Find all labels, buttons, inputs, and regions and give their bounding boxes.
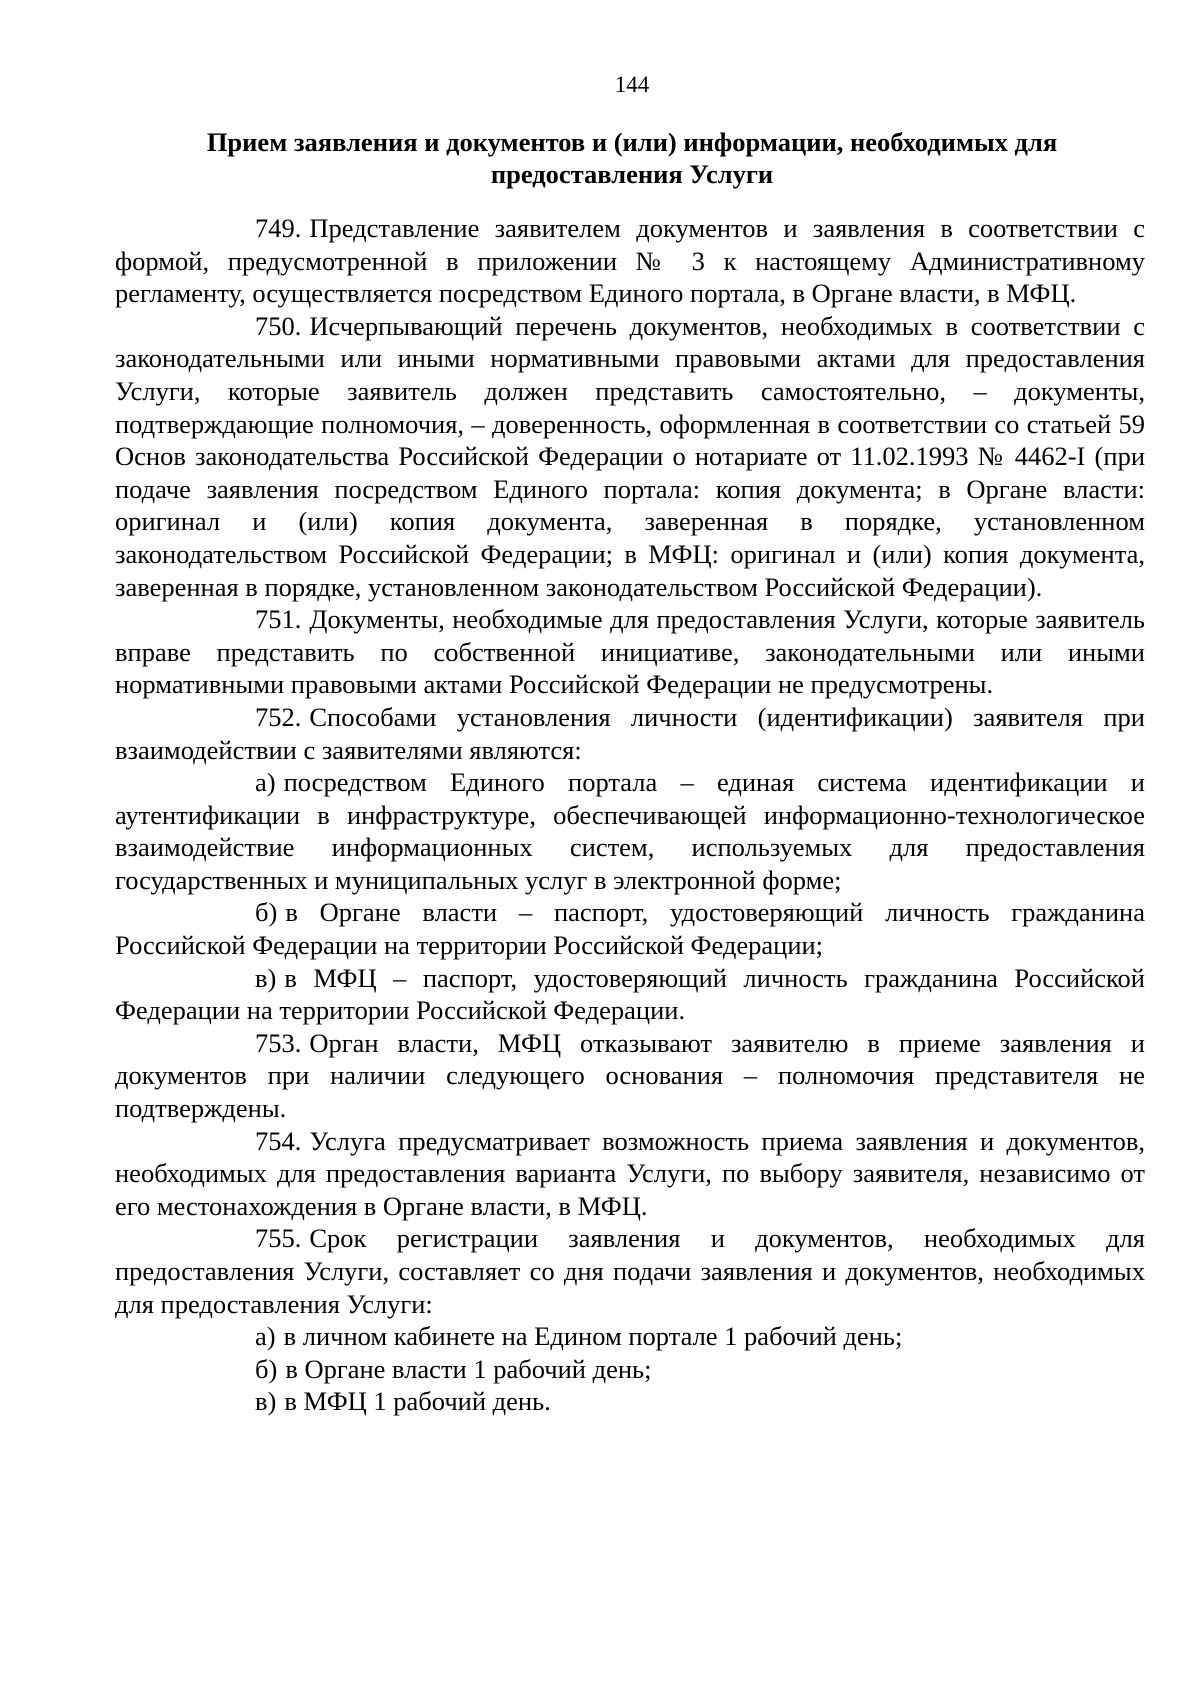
subitem-letter: б) bbox=[255, 897, 278, 928]
paragraph-number: 751. bbox=[255, 604, 302, 635]
subitem-752-b bbox=[115, 896, 1145, 961]
subitem-letter: в) bbox=[255, 962, 277, 993]
paragraph-text: Документы, необходимые для предоставления Услуги, которые заявитель вправе представить по собственной инициативе, законодательными или иными нормативными правовыми актами Российской Федерации не предусмотрены. bbox=[115, 604, 1145, 700]
paragraph-752 bbox=[115, 701, 1145, 766]
subitem-text: в МФЦ 1 рабочий день. bbox=[284, 1386, 551, 1417]
paragraph-750 bbox=[115, 310, 1145, 603]
paragraph-753 bbox=[115, 1027, 1145, 1125]
paragraph-754 bbox=[115, 1125, 1145, 1223]
paragraph-number: 753. bbox=[255, 1027, 302, 1058]
subitem-text: в Органе власти – паспорт, удостоверяющий личность гражданина Российской Федерации на территории Российской Федерации; bbox=[115, 897, 1145, 961]
subitem-text: в МФЦ – паспорт, удостоверяющий личность гражданина Российской Федерации на территории Российской Федерации. bbox=[115, 962, 1145, 1026]
subitem-755-a bbox=[115, 1320, 1145, 1353]
paragraph-number: 749. bbox=[255, 213, 302, 243]
paragraph-number: 754. bbox=[255, 1125, 302, 1156]
paragraph-755 bbox=[115, 1222, 1145, 1320]
subitem-text: в Органе власти 1 рабочий день; bbox=[285, 1353, 652, 1384]
paragraph-text: Срок регистрации заявления и документов, необходимых для предоставления Услуги, составляет со дня подачи заявления и документов, необходимых для предоставления Услуги: bbox=[115, 1223, 1145, 1319]
page-number: 144 bbox=[614, 72, 650, 97]
paragraph-text: Услуга предусматривает возможность приема заявления и документов, необходимых для предоставления варианта Услуги, по выбору заявителя, независимо от его местонахождения в Органе власти, в МФЦ. bbox=[115, 1125, 1145, 1221]
subitem-752-v bbox=[115, 962, 1145, 1027]
paragraph-749 bbox=[115, 212, 1145, 310]
paragraph-text: Исчерпывающий перечень документов, необходимых в соответствии с законодательными или иными нормативными правовыми актами для предоставления Услуги, которые заявитель должен представить самостоятельно, – документы, подтверждающие полномочия, – доверенность, оформленная в соответствии со статьей 59 Основ законодательства Российской Федерации о нотариате от 11.02.1993 № 4462-I (при подаче заявления посредством Единого портала: копия документа; в Органе власти: оригинал и (или) копия документа, заверенная в порядке, установленном законодательством Российской Федерации; в МФЦ: оригинал и (или) копия документа, заверенная в порядке, установленном законодательством Российской Федерации). bbox=[115, 310, 1145, 602]
paragraph-number: 755. bbox=[255, 1223, 302, 1254]
subitem-letter: б) bbox=[255, 1353, 278, 1384]
subitem-text: посредством Единого портала – единая система идентификации и аутентификации в инфраструктуре, обеспечивающей информационно-технологическое взаимодействие информационных систем, используемых для предоставления государственных и муниципальных услуг в электронной форме; bbox=[115, 767, 1145, 895]
paragraph-751 bbox=[115, 603, 1145, 701]
paragraph-text: Представление заявителем документов и заявления в соответствии с формой, предусмотренной в приложении № 3 к настоящему Административному регламенту, осуществляется посредством Единого портала, в Органе власти, в МФЦ. bbox=[115, 213, 1145, 309]
subitem-752-a bbox=[115, 766, 1145, 896]
subitem-letter: а) bbox=[255, 767, 276, 798]
paragraph-text: Способами установления личности (идентификации) заявителя при взаимодействии с заявителями являются: bbox=[115, 701, 1145, 765]
paragraph-number: 752. bbox=[255, 701, 302, 732]
paragraph-text: Орган власти, МФЦ отказывают заявителю в приеме заявления и документов при наличии следующего основания – полномочия представителя не подтверждены. bbox=[115, 1027, 1145, 1124]
document-body bbox=[115, 212, 1145, 1418]
subitem-755-v bbox=[115, 1385, 1145, 1418]
subitem-755-b bbox=[115, 1353, 1145, 1386]
paragraph-number: 750. bbox=[255, 310, 302, 341]
subitem-text: в личном кабинете на Едином портале 1 рабочий день; bbox=[283, 1321, 903, 1352]
section-heading: Прием заявления и документов и (или) информации, необходимых для предоставления Услуги bbox=[206, 127, 1058, 189]
subitem-letter: а) bbox=[255, 1321, 276, 1352]
subitem-letter: в) bbox=[255, 1386, 277, 1417]
